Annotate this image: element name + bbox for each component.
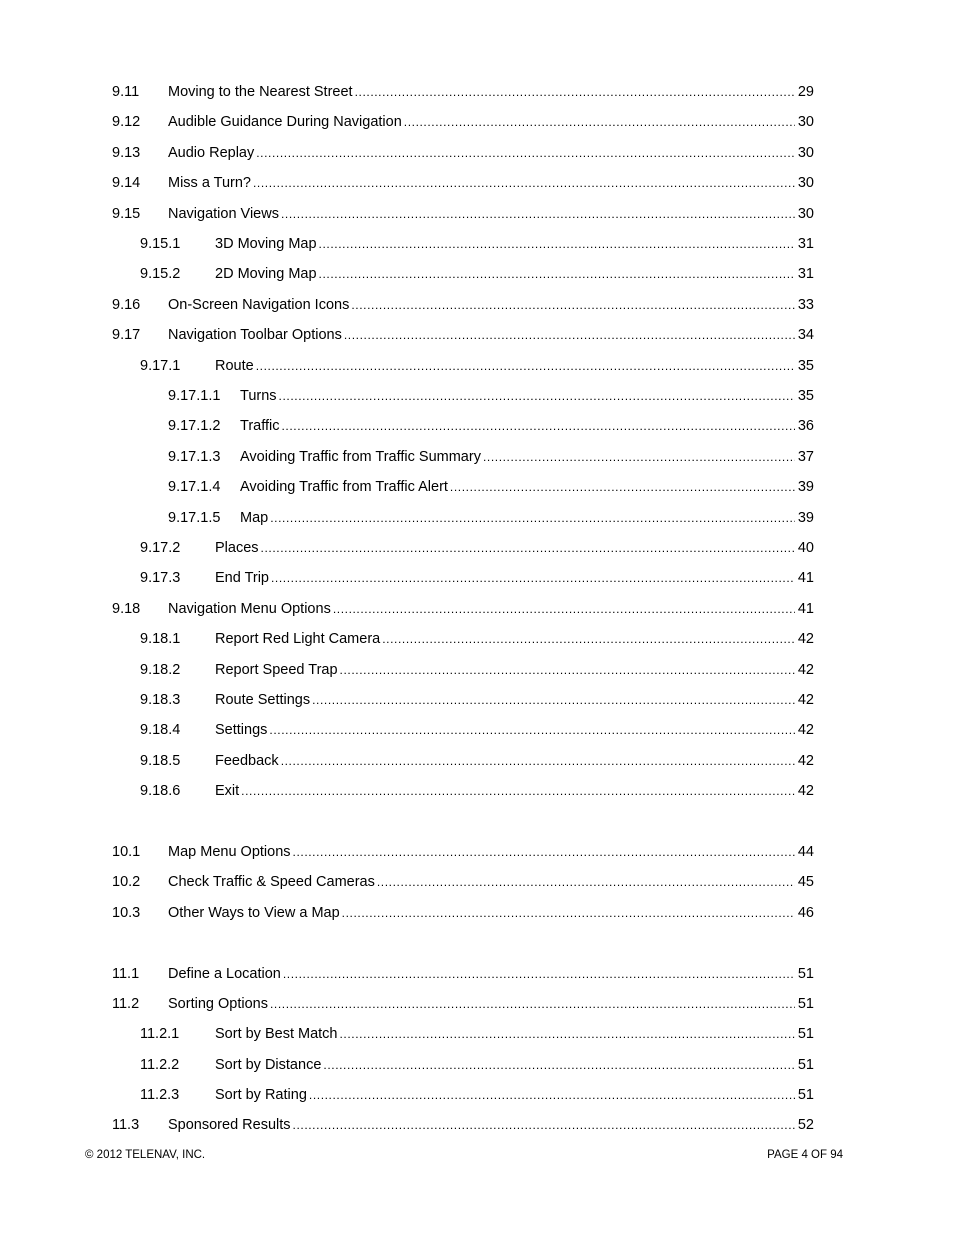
toc-entry-title: Miss a Turn?: [168, 175, 251, 191]
toc-entry-title: On-Screen Navigation Icons: [168, 297, 350, 313]
toc-entry-title: Other Ways to View a Map: [168, 905, 340, 921]
toc-entry-page: 44: [797, 844, 814, 860]
toc-entry-title: 3D Moving Map: [215, 236, 317, 252]
toc-entry[interactable]: [168, 508, 814, 528]
toc-entry-page: 30: [797, 145, 814, 161]
toc-entry-number: 9.17.1.5: [168, 510, 221, 526]
toc-entry-page: 33: [797, 297, 814, 313]
toc-entry-number: 11.3: [112, 1117, 140, 1133]
toc-entry-number: 9.18.3: [140, 692, 181, 708]
toc-entry-number: 10.3: [112, 905, 141, 921]
toc-entry[interactable]: [140, 629, 814, 649]
toc-entry[interactable]: [112, 143, 814, 163]
toc-entry[interactable]: [112, 964, 814, 984]
toc-dot-leader: [319, 234, 795, 254]
toc-entry-number: 9.17.1.2: [168, 418, 221, 434]
toc-dot-leader: [319, 264, 795, 284]
toc-dot-leader: [256, 356, 795, 376]
toc-entry-number: 9.11: [112, 84, 140, 100]
toc-entry[interactable]: [112, 1115, 814, 1135]
toc-entry-title: Settings: [215, 722, 268, 738]
toc-entry[interactable]: [112, 994, 814, 1014]
toc-entry[interactable]: [140, 538, 814, 558]
toc-entry[interactable]: [112, 173, 814, 193]
toc-entry-number: 11.2.1: [140, 1026, 180, 1042]
toc-entry-page: 40: [797, 540, 814, 556]
toc-entry-page: 37: [797, 449, 814, 465]
toc-entry-title: Feedback: [215, 753, 279, 769]
toc-entry-page: 39: [797, 479, 814, 495]
toc-entry-title: Sort by Rating: [215, 1087, 307, 1103]
toc-entry[interactable]: [168, 477, 814, 497]
toc-dot-leader: [271, 568, 795, 588]
toc-entry-number: 9.18.6: [140, 783, 181, 799]
toc-dot-leader: [281, 751, 795, 771]
toc-entry[interactable]: [140, 690, 814, 710]
toc-entry-number: 10.1: [112, 844, 141, 860]
toc-entry-number: 9.17.3: [140, 570, 181, 586]
toc-entry-number: 9.15: [112, 206, 141, 222]
toc-dot-leader: [279, 386, 795, 406]
toc-entry-title: Sponsored Results: [168, 1117, 291, 1133]
toc-dot-leader: [309, 1085, 795, 1105]
toc-entry-number: 11.2: [112, 996, 140, 1012]
toc-entry-page: 52: [797, 1117, 814, 1133]
toc-entry[interactable]: [112, 599, 814, 619]
toc-dot-leader: [404, 112, 795, 132]
toc-dot-leader: [333, 599, 795, 619]
toc-dot-leader: [351, 295, 795, 315]
toc-dot-leader: [293, 842, 795, 862]
toc-dot-leader: [281, 204, 795, 224]
toc-entry[interactable]: [112, 903, 814, 923]
toc-entry-title: Route: [215, 358, 254, 374]
toc-dot-leader: [312, 690, 795, 710]
toc-entry-page: 41: [797, 601, 814, 617]
toc-entry-title: Navigation Views: [168, 206, 279, 222]
toc-entry-page: 30: [797, 206, 814, 222]
toc-entry-page: 42: [797, 753, 814, 769]
toc-dot-leader: [450, 477, 795, 497]
toc-entry-title: Navigation Toolbar Options: [168, 327, 342, 343]
toc-entry-number: 9.12: [112, 114, 141, 130]
toc-entry[interactable]: [112, 842, 814, 862]
toc-entry-number: 9.14: [112, 175, 141, 191]
toc-entry-number: 9.17.1.3: [168, 449, 221, 465]
toc-entry-title: Turns: [240, 388, 277, 404]
toc-dot-leader: [270, 508, 795, 528]
toc-entry-page: 51: [797, 1057, 814, 1073]
toc-entry-title: Sorting Options: [168, 996, 268, 1012]
toc-entry-number: 9.18.4: [140, 722, 181, 738]
toc-entry-title: Avoiding Traffic from Traffic Summary: [240, 449, 481, 465]
toc-dot-leader: [342, 903, 795, 923]
toc-dot-leader: [269, 720, 794, 740]
toc-entry-page: 46: [797, 905, 814, 921]
toc-dot-leader: [270, 994, 795, 1014]
toc-entry[interactable]: [140, 1055, 814, 1075]
toc-entry-number: 9.15.1: [140, 236, 181, 252]
toc-entry-page: 35: [797, 358, 814, 374]
toc-entry-number: 9.17: [112, 327, 141, 343]
toc-entry[interactable]: [140, 1085, 814, 1105]
toc-entry-page: 31: [797, 266, 814, 282]
toc-entry-title: Audio Replay: [168, 145, 255, 161]
toc-entry-title: Audible Guidance During Navigation: [168, 114, 402, 130]
toc-entry-title: Define a Location: [168, 966, 281, 982]
toc-entry-page: 42: [797, 662, 814, 678]
toc-entry-title: Report Red Light Camera: [215, 631, 381, 647]
toc-entry-number: 9.17.1: [140, 358, 181, 374]
toc-dot-leader: [281, 416, 794, 436]
toc-entry-page: 36: [797, 418, 814, 434]
toc-entry-number: 9.17.1.1: [168, 388, 221, 404]
toc-entry-title: Route Settings: [215, 692, 311, 708]
toc-dot-leader: [253, 173, 795, 193]
toc-entry-title: Exit: [215, 783, 240, 799]
footer-page-number: PAGE 4 OF 94: [767, 1149, 843, 1161]
toc-entry-title: Traffic: [240, 418, 280, 434]
toc-entry-page: 30: [797, 175, 814, 191]
toc-entry-page: 34: [797, 327, 814, 343]
toc-entry-page: 42: [797, 783, 814, 799]
toc-entry-page: 42: [797, 631, 814, 647]
toc-entry[interactable]: [112, 112, 814, 132]
toc-entry-page: 45: [797, 874, 814, 890]
toc-entry-number: 11.2.3: [140, 1087, 180, 1103]
toc-entry[interactable]: [140, 264, 814, 284]
toc-dot-leader: [293, 1115, 795, 1135]
toc-entry-page: 35: [797, 388, 814, 404]
toc-entry[interactable]: [140, 720, 814, 740]
toc-entry[interactable]: [140, 1024, 814, 1044]
toc-dot-leader: [340, 1024, 795, 1044]
toc-entry[interactable]: [112, 872, 814, 892]
toc-dot-leader: [483, 447, 795, 467]
toc-entry-number: 9.13: [112, 145, 141, 161]
toc-entry[interactable]: [112, 204, 814, 224]
toc-entry-number: 9.18: [112, 601, 141, 617]
footer-copyright: © 2012 TELENAV, INC.: [85, 1149, 206, 1161]
toc-entry-title: Moving to the Nearest Street: [168, 84, 353, 100]
toc-entry-title: Check Traffic & Speed Cameras: [168, 874, 375, 890]
toc-entry-title: Report Speed Trap: [215, 662, 338, 678]
toc-entry-number: 9.15.2: [140, 266, 181, 282]
toc-entry-page: 41: [797, 570, 814, 586]
toc-entry-number: 9.17.1.4: [168, 479, 221, 495]
toc-entry[interactable]: [168, 447, 814, 467]
toc-entry-page: 51: [797, 1087, 814, 1103]
toc-entry[interactable]: [168, 386, 814, 406]
toc-entry-page: 51: [797, 966, 814, 982]
toc-entry-page: 39: [797, 510, 814, 526]
toc-dot-leader: [283, 964, 795, 984]
toc-entry-page: 31: [797, 236, 814, 252]
toc-dot-leader: [382, 629, 795, 649]
toc-entry-page: 51: [797, 996, 814, 1012]
toc-entry-title: Sort by Distance: [215, 1057, 322, 1073]
toc-dot-leader: [344, 325, 795, 345]
toc-dot-leader: [241, 781, 795, 801]
toc-entry[interactable]: [140, 356, 814, 376]
toc-entry[interactable]: [140, 568, 814, 588]
toc-dot-leader: [355, 82, 795, 102]
toc-entry-page: 51: [797, 1026, 814, 1042]
toc-dot-leader: [256, 143, 795, 163]
toc-dot-leader: [377, 872, 795, 892]
toc-entry[interactable]: [140, 751, 814, 771]
toc-entry[interactable]: [112, 325, 814, 345]
toc-entry-page: 30: [797, 114, 814, 130]
toc-entry[interactable]: [112, 82, 814, 102]
toc-entry-page: 42: [797, 722, 814, 738]
toc-entry[interactable]: [112, 295, 814, 315]
toc-entry[interactable]: [168, 416, 814, 436]
toc-dot-leader: [323, 1055, 794, 1075]
toc-entry-page: 42: [797, 692, 814, 708]
toc-entry-title: End Trip: [215, 570, 269, 586]
toc-dot-leader: [261, 538, 795, 558]
toc-entry[interactable]: [140, 234, 814, 254]
toc-entry-number: 9.18.1: [140, 631, 181, 647]
toc-entry-number: 9.18.2: [140, 662, 181, 678]
toc-entry-number: 9.17.2: [140, 540, 181, 556]
toc-entry-title: 2D Moving Map: [215, 266, 317, 282]
toc-entry-title: Map: [240, 510, 269, 526]
toc-entry-number: 9.16: [112, 297, 141, 313]
toc-entry-title: Sort by Best Match: [215, 1026, 338, 1042]
toc-entry-number: 10.2: [112, 874, 141, 890]
toc-entry-title: Map Menu Options: [168, 844, 291, 860]
toc-entry-title: Places: [215, 540, 259, 556]
toc-entry[interactable]: [140, 781, 814, 801]
toc-entry[interactable]: [140, 660, 814, 680]
toc-entry-page: 29: [797, 84, 814, 100]
toc-entry-number: 11.2.2: [140, 1057, 180, 1073]
toc-entry-title: Avoiding Traffic from Traffic Alert: [240, 479, 448, 495]
toc-entry-number: 9.18.5: [140, 753, 181, 769]
toc-dot-leader: [340, 660, 795, 680]
toc-entry-number: 11.1: [112, 966, 140, 982]
toc-entry-title: Navigation Menu Options: [168, 601, 331, 617]
